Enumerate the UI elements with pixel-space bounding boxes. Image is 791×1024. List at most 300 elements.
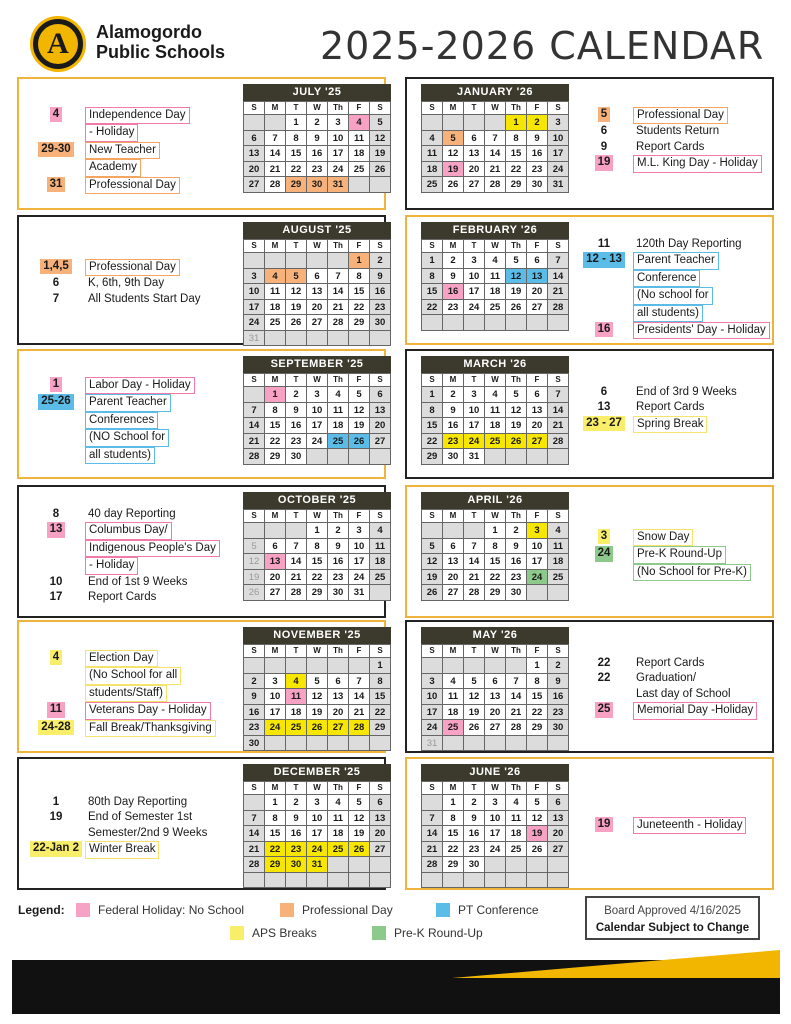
day-cell: 6 [527,253,548,269]
day-cell: 3 [485,795,506,811]
month-calendar [243,492,391,601]
day-cell: 22 [349,300,370,316]
weekday-header: W [307,102,328,115]
event-date-text: 22 [597,672,611,685]
legend-swatch [280,903,294,917]
empty-day-cell [349,331,370,347]
day-cell: 21 [422,842,443,858]
event-row [27,522,220,574]
day-cell: 16 [443,284,464,300]
day-cell: 7 [244,811,265,827]
day-cell: 12 [370,131,391,147]
legend-item [76,903,244,917]
day-cell: 2 [443,387,464,403]
empty-day-cell [443,658,464,674]
calendar-grid [243,239,391,346]
day-cell: 4 [485,253,506,269]
event-row [27,795,210,810]
event-description [633,400,740,415]
day-cell: 1 [265,387,286,403]
month-panel-jan [405,77,774,210]
event-description [85,292,204,307]
day-cell: 5 [370,115,391,131]
day-cell: 31 [307,857,328,873]
empty-day-cell [527,873,548,889]
day-cell: 1 [506,115,527,131]
event-list [27,259,204,307]
event-text-line: Spring Break [633,416,707,433]
month-panel-jul [17,77,386,210]
event-text-line: End of 1st 9 Weeks [88,575,188,588]
day-cell: 29 [485,585,506,601]
day-cell: 19 [443,162,464,178]
day-cell: 17 [485,826,506,842]
event-row [575,107,762,124]
month-title: NOVEMBER '25 [243,627,391,644]
day-cell: 27 [244,177,265,193]
event-text-line: Report Cards [636,401,705,414]
day-cell: 6 [265,539,286,555]
day-cell: 18 [328,418,349,434]
day-cell: 11 [349,131,370,147]
event-row [575,671,757,702]
day-cell: 17 [265,705,286,721]
day-cell: 27 [370,842,391,858]
day-cell: 8 [265,811,286,827]
empty-day-cell [527,585,548,601]
event-text-line: Professional Day [85,177,180,194]
day-cell: 15 [307,554,328,570]
legend-swatch [230,926,244,940]
weekday-header: M [265,240,286,253]
event-description [85,107,190,142]
event-text-line: 80th Day Reporting [88,796,188,808]
day-cell: 7 [548,253,569,269]
day-cell: 14 [485,146,506,162]
day-cell: 29 [307,585,328,601]
event-date-text: 16 [595,322,614,337]
legend-swatch [76,903,90,917]
day-cell: 22 [422,434,443,450]
event-date [575,124,633,139]
event-date-text: 1 [52,796,60,808]
day-cell: 8 [422,403,443,419]
day-cell: 13 [527,403,548,419]
event-row [575,252,770,322]
weekday-header: M [443,510,464,523]
day-cell: 21 [485,162,506,178]
day-cell: 22 [485,570,506,586]
weekday-header: S [370,240,391,253]
empty-day-cell [265,523,286,539]
weekday-header: Th [328,240,349,253]
day-cell: 1 [443,795,464,811]
event-date [575,237,633,252]
subject-to-change-text: Calendar Subject to Change [595,922,750,934]
empty-day-cell [265,658,286,674]
day-cell: 29 [370,720,391,736]
empty-day-cell [464,115,485,131]
day-cell: 30 [464,857,485,873]
month-calendar [421,492,569,601]
legend-item [230,926,317,940]
event-list [27,507,220,605]
day-cell: 20 [370,826,391,842]
day-cell: 1 [265,795,286,811]
day-cell: 1 [422,253,443,269]
empty-day-cell [443,115,464,131]
weekday-header: F [349,782,370,795]
day-cell: 24 [485,842,506,858]
empty-day-cell [286,736,307,752]
day-cell: 5 [349,795,370,811]
day-cell: 26 [370,162,391,178]
weekday-header: S [422,374,443,387]
weekday-header: S [244,510,265,523]
event-date [27,142,85,157]
day-cell: 7 [328,269,349,285]
event-row [575,124,762,139]
weekday-header: S [548,240,569,253]
month-panel-mar [405,349,774,479]
month-calendar [421,356,569,465]
event-text-line: (No school for [633,287,713,304]
day-cell: 24 [265,720,286,736]
weekday-header: S [370,782,391,795]
weekday-header: T [464,782,485,795]
day-cell: 3 [307,795,328,811]
empty-day-cell [349,873,370,889]
event-description [633,252,770,322]
event-description [633,107,762,124]
day-cell: 6 [443,539,464,555]
day-cell: 9 [286,811,307,827]
event-row [27,177,190,194]
day-cell: 24 [527,570,548,586]
event-description [633,702,757,719]
day-cell: 16 [464,826,485,842]
empty-day-cell [349,857,370,873]
day-cell: 25 [422,177,443,193]
event-date [575,155,633,170]
legend-label: Legend: [18,903,65,917]
event-description [633,155,762,172]
month-panel-dec [17,757,386,890]
day-cell: 15 [485,554,506,570]
event-description [633,124,762,139]
month-title: APRIL '26 [421,492,569,509]
weekday-header: T [464,374,485,387]
event-date [27,276,85,291]
weekday-header: T [464,102,485,115]
empty-day-cell [527,736,548,752]
day-cell: 3 [265,674,286,690]
event-description [633,656,757,671]
empty-day-cell [265,736,286,752]
day-cell: 15 [422,284,443,300]
event-date-text: 13 [47,522,66,537]
event-text-line: - Holiday [85,124,138,141]
event-description [85,720,216,737]
event-description [85,650,216,702]
event-row [27,259,204,276]
event-list [27,377,195,464]
event-row [575,656,757,671]
day-cell: 9 [548,674,569,690]
day-cell: 21 [548,284,569,300]
day-cell: 28 [265,177,286,193]
event-date-text: 9 [600,140,608,153]
empty-day-cell [370,177,391,193]
day-cell: 24 [307,434,328,450]
event-date [27,292,85,307]
event-text-line: Juneteenth - Holiday [633,817,746,834]
month-panel-feb [405,215,774,345]
day-cell: 22 [527,705,548,721]
empty-day-cell [349,177,370,193]
day-cell: 12 [349,811,370,827]
day-cell: 14 [328,284,349,300]
event-description [85,507,220,522]
event-row [27,841,210,858]
day-cell: 13 [527,269,548,285]
day-cell: 8 [527,674,548,690]
day-cell: 15 [527,689,548,705]
day-cell: 16 [506,554,527,570]
day-cell: 18 [485,284,506,300]
day-cell: 23 [286,842,307,858]
weekday-header: F [527,510,548,523]
event-row [27,292,204,307]
day-cell: 1 [307,523,328,539]
legend-item [436,903,539,917]
day-cell: 25 [265,315,286,331]
day-cell: 27 [527,300,548,316]
weekday-header: Th [506,374,527,387]
day-cell: 27 [527,434,548,450]
event-date-text: 5 [598,107,610,122]
empty-day-cell [370,736,391,752]
day-cell: 7 [349,674,370,690]
day-cell: 28 [328,315,349,331]
event-date-text: 22-Jan 2 [30,841,82,856]
empty-day-cell [370,585,391,601]
legend-swatch [436,903,450,917]
empty-day-cell [527,449,548,465]
empty-day-cell [464,873,485,889]
day-cell: 12 [527,811,548,827]
day-cell: 31 [422,736,443,752]
day-cell: 29 [443,857,464,873]
event-text-line: End of Semester 1st [88,811,193,824]
empty-day-cell [443,315,464,331]
page-title: 2025-2026 CALENDAR [320,24,765,68]
event-date-text: 4 [50,650,62,665]
weekday-header: M [443,374,464,387]
event-date-text: 17 [49,591,63,604]
day-cell: 9 [244,689,265,705]
event-date [575,252,633,267]
empty-day-cell [422,115,443,131]
month-title: MAY '26 [421,627,569,644]
event-text-line: Semester/2nd 9 Weeks [88,826,208,839]
footer-banner [12,950,780,1014]
day-cell: 30 [244,736,265,752]
day-cell: 8 [422,269,443,285]
event-date-text: 22 [597,657,611,669]
weekday-header: W [307,645,328,658]
weekday-header: M [443,102,464,115]
empty-day-cell [485,857,506,873]
empty-day-cell [485,736,506,752]
day-cell: 4 [422,131,443,147]
month-panel-sep [17,349,386,479]
day-cell: 5 [506,253,527,269]
event-description [85,590,220,605]
day-cell: 14 [548,269,569,285]
calendar-grid [243,101,391,193]
event-date-text: 1,4,5 [40,259,72,274]
event-description [85,810,210,841]
day-cell: 12 [506,269,527,285]
event-date [27,795,85,810]
event-text-line: Independence Day [85,107,190,124]
day-cell: 19 [506,418,527,434]
month-panel-may [405,620,774,753]
day-cell: 22 [370,705,391,721]
event-text-line: Graduation/ [636,672,697,685]
month-calendar [243,84,391,193]
day-cell: 14 [265,146,286,162]
event-text-line: all students) [633,305,703,322]
event-row [575,385,740,400]
month-panel-apr [405,485,774,618]
legend-label-text: Professional Day [302,903,393,917]
day-cell: 13 [370,403,391,419]
day-cell: 27 [328,720,349,736]
day-cell: 3 [349,523,370,539]
weekday-header: Th [506,510,527,523]
day-cell: 17 [422,705,443,721]
event-text-line: Parent Teacher [633,252,719,269]
event-text-line: Students Return [636,125,720,138]
day-cell: 13 [370,811,391,827]
day-cell: 26 [527,842,548,858]
weekday-header: T [286,102,307,115]
event-description [85,377,195,394]
day-cell: 28 [286,585,307,601]
event-date [575,529,633,544]
empty-day-cell [548,315,569,331]
day-cell: 20 [244,162,265,178]
empty-day-cell [548,736,569,752]
day-cell: 6 [244,131,265,147]
weekday-header: W [307,510,328,523]
day-cell: 19 [286,300,307,316]
empty-day-cell [506,658,527,674]
event-date [27,377,85,392]
day-cell: 26 [349,434,370,450]
day-cell: 10 [265,689,286,705]
day-cell: 6 [370,387,391,403]
day-cell: 17 [464,418,485,434]
day-cell: 11 [443,689,464,705]
day-cell: 13 [443,554,464,570]
event-date [575,656,633,671]
day-cell: 25 [328,434,349,450]
calendar-grid [421,509,569,601]
day-cell: 20 [328,705,349,721]
event-row [27,575,220,590]
event-row [575,140,762,155]
day-cell: 15 [349,284,370,300]
day-cell: 11 [328,403,349,419]
empty-day-cell [244,523,265,539]
event-text-line: Election Day [85,650,158,667]
day-cell: 9 [370,269,391,285]
day-cell: 10 [328,131,349,147]
event-date [575,107,633,122]
empty-day-cell [422,873,443,889]
day-cell: 5 [244,539,265,555]
event-date [27,841,85,856]
day-cell: 6 [307,269,328,285]
day-cell: 4 [443,674,464,690]
day-cell: 25 [506,842,527,858]
empty-day-cell [307,658,328,674]
day-cell: 27 [548,842,569,858]
event-text-line: Memorial Day -Holiday [633,702,757,719]
day-cell: 11 [328,811,349,827]
day-cell: 24 [349,570,370,586]
day-cell: 15 [286,146,307,162]
weekday-header: F [527,782,548,795]
event-list [575,817,746,834]
event-row [27,590,220,605]
day-cell: 29 [265,449,286,465]
event-description [633,671,757,702]
day-cell: 20 [464,162,485,178]
day-cell: 28 [548,300,569,316]
calendar-grid [421,781,569,888]
event-text-line: (No School for Pre-K) [633,564,751,581]
event-row [575,546,751,581]
empty-day-cell [485,315,506,331]
empty-day-cell [464,658,485,674]
day-cell: 15 [443,826,464,842]
day-cell: 25 [485,434,506,450]
weekday-header: T [286,240,307,253]
day-cell: 4 [349,115,370,131]
empty-day-cell [464,523,485,539]
day-cell: 6 [370,795,391,811]
month-calendar [243,627,391,751]
day-cell: 13 [485,689,506,705]
event-date-text: 11 [597,238,611,250]
empty-day-cell [328,736,349,752]
legend-label-text: PT Conference [458,903,539,917]
day-cell: 22 [265,842,286,858]
day-cell: 28 [244,857,265,873]
event-date-text: 13 [597,401,611,414]
day-cell: 31 [349,585,370,601]
empty-day-cell [370,873,391,889]
month-title: SEPTEMBER '25 [243,356,391,373]
event-text-line: Veterans Day - Holiday [85,702,211,719]
weekday-header: Th [506,102,527,115]
day-cell: 14 [464,554,485,570]
event-text-line: - Holiday [85,557,138,574]
